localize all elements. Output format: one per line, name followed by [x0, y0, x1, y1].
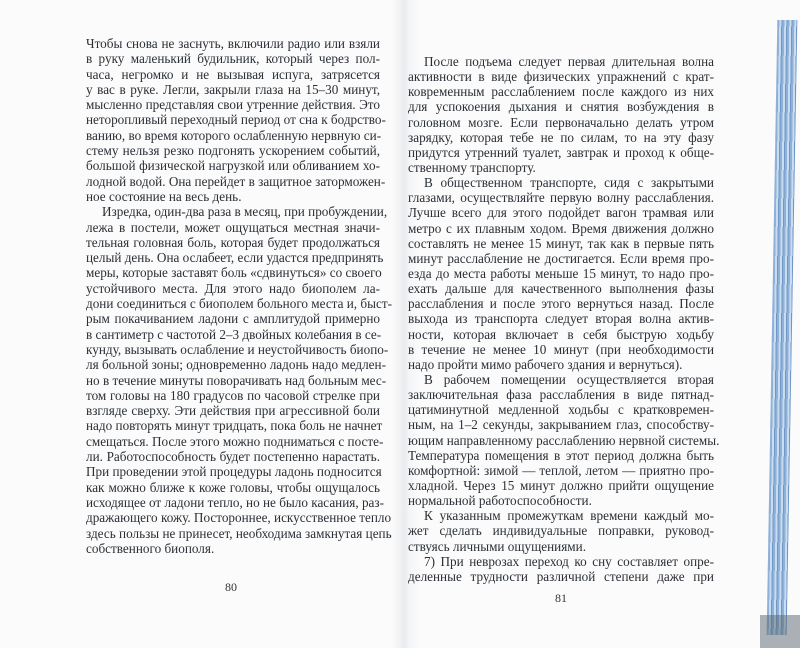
text-line: исходящее от ладони тепло, но не было касания, раз-	[86, 494, 384, 510]
text-line: ное состояние на весь день.	[86, 188, 242, 204]
text-line: том головы на 180 градусов по часовой стрелке при	[86, 387, 380, 403]
text-line: ствуясь личными ощущениями.	[408, 538, 587, 554]
text-line: езда до места работы меньше 15 минут, то надо про-	[408, 265, 714, 281]
text-line: В рабочем помещении осуществляется вторая	[424, 371, 714, 387]
text-line: большой физической нагрузкой или обливанием хо-	[86, 158, 380, 174]
text-line: ным, на 1–2 секунды, закрыванием глаз, способству-	[408, 417, 714, 433]
text-line: лежа в постели, может ощущаться местная значи-	[86, 219, 380, 235]
paragraph	[86, 36, 386, 204]
text-line: После подъема следует первая длительная волна	[424, 54, 714, 69]
text-line: ственному транспорту.	[408, 159, 536, 175]
text-line: комфортной: зимой — теплой, летом — приятно про-	[408, 462, 714, 478]
text-line: мысленно представляя свои утренние действия. Это	[86, 97, 380, 113]
text-line: здесь пользы не принесет, необходима замкнутая цепь	[86, 525, 392, 541]
text-line: но в течение минуты поворачивать над больным мес-	[86, 372, 387, 388]
text-line: активности в виде физических упражнений с крат-	[408, 69, 714, 85]
text-line: кунду, вызывать ослабление и неустойчивость биопо-	[86, 341, 389, 357]
text-line: в руку маленький будильник, который через пол-	[86, 51, 380, 67]
text-line: ванию, во время которого ослабленную нервную си-	[86, 127, 382, 143]
text-line: придутся утренний туалет, завтрак и проход к обще-	[408, 144, 714, 160]
text-line: тельная головная боль, которая будет продолжаться	[86, 234, 380, 250]
text-line: неторопливый переходный период от сна к бодрство-	[86, 112, 386, 128]
text-line: деленные трудности различной степени даже при	[408, 568, 714, 584]
text-line: ля больной зоны; одновременно ладонь надо медлен-	[86, 357, 386, 373]
text-line: минут расслабление не достигается. Если время про-	[408, 250, 714, 266]
text-line: смещаться. После этого можно подниматься с посте-	[86, 433, 384, 449]
text-line: взгляде сверху. Эти действия при агрессивной боли	[86, 403, 380, 419]
text-line: ющим направленному расслаблению нервной системы.	[408, 432, 720, 448]
page-number-left: 80	[225, 580, 237, 594]
paragraph	[408, 54, 714, 175]
text-line: как можно ближе к коже головы, чтобы ощущалось	[86, 479, 380, 495]
text-line: устойчивого места. Для этого надо биополем ла-	[86, 280, 380, 296]
text-line: К указанным промежуткам времени каждый мо-	[424, 508, 714, 524]
text-line: хладной. Через 15 минут должно прийти ощущение	[408, 477, 714, 493]
text-line: Температура помещения в этот период должна быть	[408, 447, 714, 463]
text-line: часа, негромко и не вызывая испуга, затрясется	[86, 66, 380, 82]
text-line: нормальной работоспособности.	[408, 493, 592, 509]
text-line: зарядку, которая тебе не по силам, то на эту фазу	[408, 129, 714, 145]
background-corner	[760, 615, 800, 648]
text-line: надо пройти мимо рабочего здания и вернуться).	[408, 356, 683, 372]
text-line: ковременным расслаблением после каждого из них	[408, 84, 714, 100]
page-edges	[767, 20, 798, 635]
text-line: в течение не менее 10 минут (при необходимости	[408, 341, 714, 357]
paragraph	[408, 508, 714, 553]
text-line: метро с их плавным ходом. Время движения должно	[408, 220, 714, 236]
text-line: При проведении этой процедуры ладонь подносится	[86, 464, 382, 480]
paragraph	[86, 204, 392, 556]
text-line: заключительная фаза расслабления в виде пятнад-	[408, 387, 714, 403]
text-line: в сантиметр с частотой 2–3 двойных колебания в се-	[86, 326, 382, 342]
text-line: стему нельзя резко подгонять ускорением событий,	[86, 143, 380, 159]
text-line: Изредка, один-два раза в месяц, при пробуждении,	[102, 204, 388, 220]
text-line: надо повторять минут тридцать, пока боль не начнет	[86, 418, 383, 434]
text-line: расслабления и после этого вернуться назад. После	[408, 296, 714, 312]
text-line: глазами, осуществляйте первую волну расслабления.	[408, 190, 714, 206]
text-line: дони соединиться с биополем больного места и, быст-	[86, 296, 392, 312]
text-line: рым покачиванием ладони с амплитудой примерно	[86, 311, 380, 327]
text-line: целый день. Она ослабеет, если удастся предпринять	[86, 250, 384, 266]
left-page-text	[86, 36, 392, 556]
text-line: цатиминутной медленной ходьбы с кратковремен-	[408, 402, 714, 418]
text-line: для успокоения дыхания и снятия возбуждения в	[408, 99, 714, 115]
text-line: 7) При неврозах переход ко сну составляет опре-	[424, 553, 714, 569]
text-line: собственного биополя.	[86, 540, 215, 556]
paragraph	[408, 554, 714, 584]
paragraph	[408, 175, 714, 372]
text-line: Лучше всего для этого подойдет вагон трамвая или	[408, 205, 714, 221]
text-line: ехать дальше для качественного выполнения фазы	[408, 281, 714, 297]
right-page-text	[408, 54, 720, 584]
text-line: ли. Работоспособность будет постепенно нарастать.	[86, 449, 380, 465]
text-line: жет сделать индивидуальные поправки, руковод-	[408, 523, 714, 539]
text-line: лодной водой. Она перейдет в защитное заторможен-	[86, 173, 386, 189]
text-line: В общественном транспорте, сидя с закрытыми	[424, 175, 714, 191]
text-line: составлять не менее 15 минут, так как в первые пять	[408, 235, 714, 251]
text-line: ности, которая включает в себя быструю ходьбу	[408, 326, 714, 342]
text-line: выхода из транспорта следует вторая волна актив-	[408, 311, 714, 327]
text-line: меры, которые заставят боль «сдвинуться» со своего	[86, 265, 382, 281]
text-line: головном мозге. Если первоначально делать утром	[408, 114, 714, 130]
paragraph	[408, 371, 720, 509]
text-line: Чтобы снова не заснуть, включили радио или взяли	[86, 36, 380, 51]
text-line: у вас в руке. Легли, закрыли глаза на 15–30 минут,	[86, 81, 380, 97]
text-line: дражающего кожу. Постороннее, искусственное тепло	[86, 510, 392, 526]
page-number-right: 81	[555, 591, 567, 605]
